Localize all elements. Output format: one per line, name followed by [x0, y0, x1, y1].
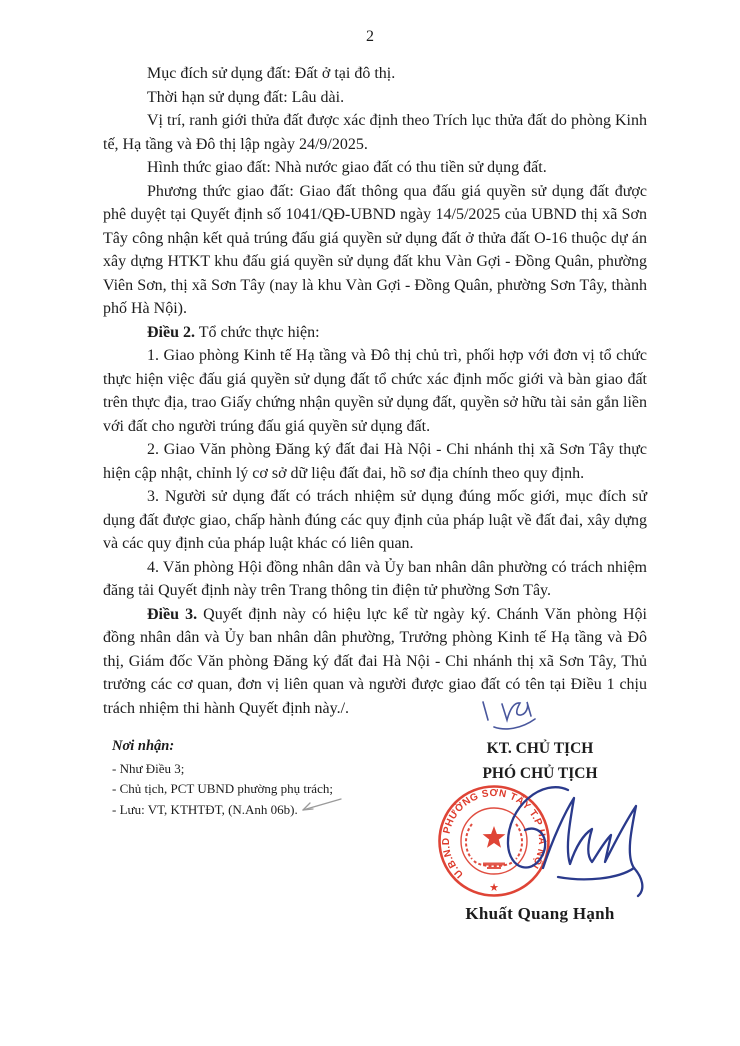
signer-title-kt-chu-tich: KT. CHỦ TỊCH [486, 740, 594, 757]
paragraph-article-2: Điều 2. Tổ chức thực hiện: [147, 323, 320, 341]
seal-ring-text: U.B.N.D PHƯỜNG SƠN TÂY T.P HÀ NỘI [440, 788, 548, 880]
page-number: 2 [366, 28, 374, 45]
handwritten-signature [473, 776, 663, 904]
document-body [103, 62, 647, 720]
paragraph-land-purpose: Mục đích sử dụng đất: Đất ở tại đô thị. [147, 65, 396, 82]
paragraph-allocation-method: Phương thức giao đất: Giao đất thông qua đấu giá quyền sử dụng đất được phê duyệt tại Quyết định số 1041/QĐ-UBND ngày 14/5/2025 của UBND thị xã Sơn Tây công nhận kết quả trúng đấu giá quyền sử dụng đất ở thửa đất O-16 thuộc dự án xây dựng HTKT khu đấu giá quyền sử dụng đất khu Vàn Gợi - Đồng Quân, phường Viên Sơn, thị xã Sơn Tây (nay là khu Vàn Gợi - Đồng Quân, phường Sơn Tây, thành phố Hà Nội). [103, 182, 647, 317]
paragraph-item-1: 1. Giao phòng Kinh tế Hạ tầng và Đô thị chủ trì, phối hợp với đơn vị tổ chức thực hiện việc đấu giá quyền sử dụng đất tổ chức xác định mốc giới và bàn giao đất trên thực địa, trao Giấy chứng nhận quyền sử dụng đất, quyền sở hữu tài sản gắn liền với đất cho người trúng đấu giá quyền sử dụng đất. [103, 347, 647, 435]
paragraph-item-2: 2. Giao Văn phòng Đăng ký đất đai Hà Nội - Chi nhánh thị xã Sơn Tây thực hiện cập nhật, chỉnh lý cơ sở dữ liệu đất đai, hồ sơ địa chính theo quy định. [103, 441, 647, 482]
paragraph-location: Vị trí, ranh giới thửa đất được xác định theo Trích lục thửa đất do phòng Kinh tế, Hạ tầng và Đô thị lập ngày 24/9/2025. [103, 112, 647, 153]
paragraph-article-3: Điều 3. Quyết định này có hiệu lực kể từ ngày ký. Chánh Văn phòng Hội đồng nhân dân và Ủy ban nhân dân phường, Trưởng phòng Kinh tế Hạ tầng và Đô thị, Giám đốc Văn phòng Đăng ký đất đai Hà Nội - Chi nhánh thị xã Sơn Tây, Thủ trưởng các cơ quan, đơn vị liên quan và người được giao đất có tên tại Điều 1 chịu trách nhiệm thi hành Quyết định này./. [103, 605, 648, 717]
seal-and-signature-area [415, 786, 665, 900]
seal-bottom-star: ★ [489, 882, 499, 894]
signer-title-pho-chu-tich: PHÓ CHỦ TỊCH [482, 765, 598, 782]
signer-name: Khuất Quang Hạnh [465, 904, 615, 923]
paragraph-item-4: 4. Văn phòng Hội đồng nhân dân và Ủy ban nhân dân phường có trách nhiệm đăng tải Quyết định này trên Trang thông tin điện tử phường Sơn Tây. [103, 558, 647, 599]
handwritten-initials-mark [480, 696, 544, 732]
pencil-arrow-mark [296, 796, 344, 816]
recipient-item: - Chủ tịch, PCT UBND phường phụ trách; [112, 781, 333, 796]
paragraph-allocation-form: Hình thức giao đất: Nhà nước giao đất có thu tiền sử dụng đất. [147, 159, 547, 176]
signature-block [415, 736, 665, 924]
paragraph-land-term: Thời hạn sử dụng đất: Lâu dài. [147, 88, 345, 106]
paragraph-item-3: 3. Người sử dụng đất có trách nhiệm sử dụng đúng mốc giới, mục đích sử dụng đất được giao, chấp hành đúng các quy định của pháp luật về đất đai, xây dựng và các quy định của pháp luật khác có liên quan. [103, 488, 647, 552]
recipients-label: Nơi nhận: [112, 738, 175, 754]
recipient-item: - Như Điều 3; [112, 760, 185, 776]
recipient-item: - Lưu: VT, KTHTĐT, (N.Anh 06b). [112, 801, 298, 817]
